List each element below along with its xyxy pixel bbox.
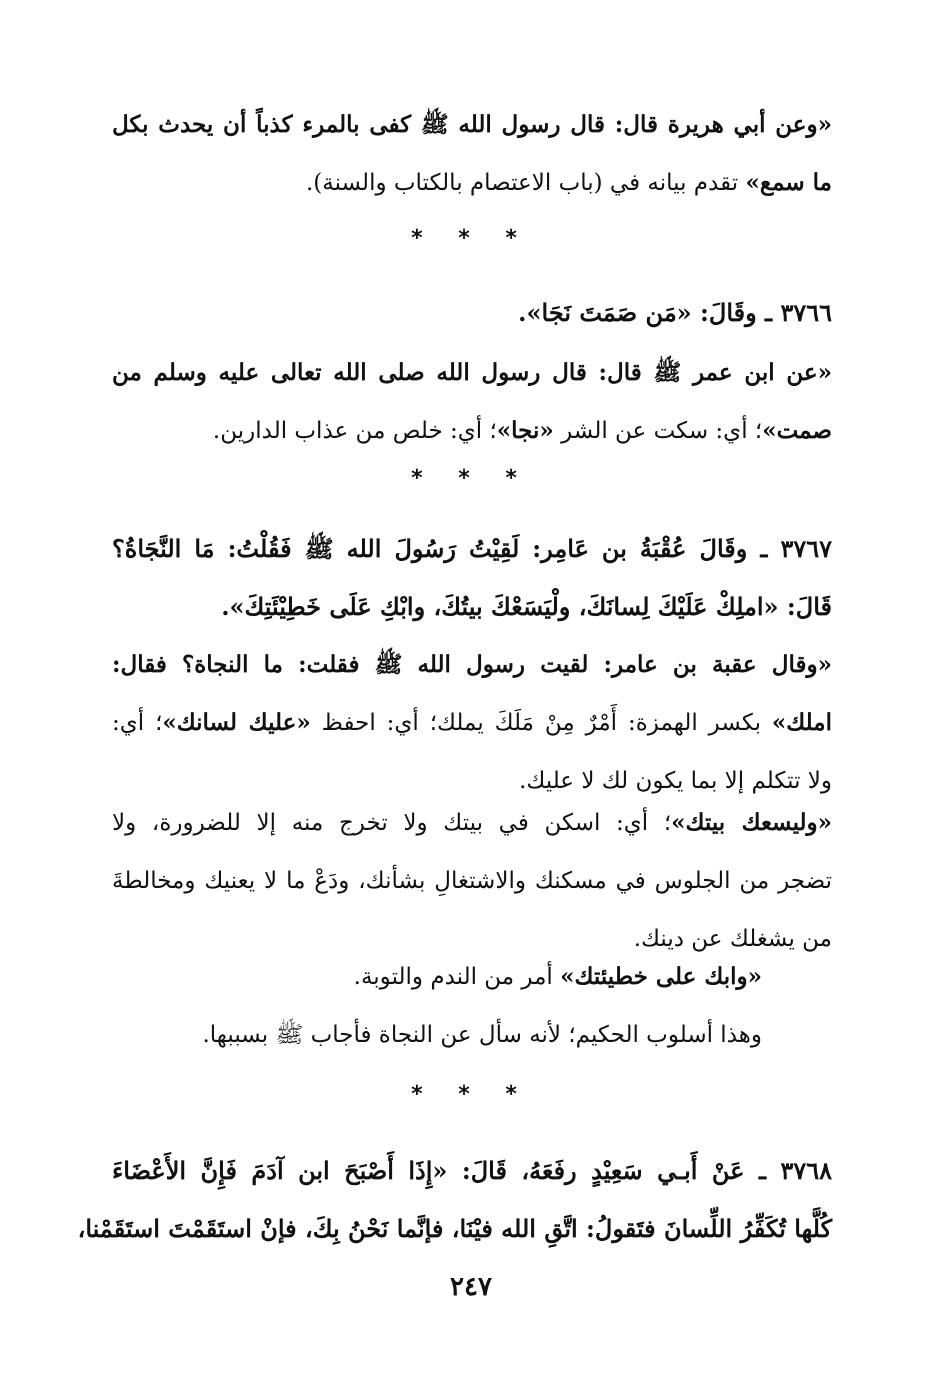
text-line <box>112 154 832 212</box>
hadith-3768 <box>77 1142 832 1258</box>
text-line <box>112 402 832 460</box>
commentary-3767-a <box>112 636 832 810</box>
text-line: وهذا أسلوب الحكيم؛ لأنه سأل عن النجاة فأجاب ﷺ بسببها. <box>202 1022 762 1048</box>
section-separator: * * * <box>411 466 531 491</box>
plain-phrase: ؛ أي: خلص من عذاب الدارين. <box>212 418 497 444</box>
commentary-3767-b <box>112 794 832 968</box>
commentary-3767-d <box>112 1006 832 1064</box>
bold-phrase: ما سمع» <box>745 169 832 196</box>
text-line: تضجر من الجلوس في مسكنك والاشتغالِ بشأنك، ودَعْ ما لا يعنيك ومخالطةَ <box>112 868 832 894</box>
text-line: «عن ابن عمر ﷺ قال: قال رسول الله صلى الله تعالى عليه وسلم من <box>112 359 832 386</box>
plain-phrase: أمر من الندم والتوبة. <box>353 964 561 990</box>
plain-phrase: ؛ أي: اسكن في بيتك ولا تخرج منه إلا للضرورة، ولا <box>112 810 672 836</box>
commentary-paragraph-1 <box>112 96 832 212</box>
text-line <box>112 694 832 752</box>
text-line: «وعن أبي هريرة قال: قال رسول الله ﷺ كفى بالمرء كذباً أن يحدث بكل <box>112 111 832 138</box>
text-line <box>112 948 832 1006</box>
page-number: ٢٤٧ <box>450 1272 492 1302</box>
text-line: من يشغلك عن دينك. <box>633 926 832 952</box>
text-line: ولا تتكلم إلا بما يكون لك لا عليك. <box>519 768 832 794</box>
plain-phrase: تقدم بيانه في (باب الاعتصام بالكتاب والسنة). <box>305 170 746 196</box>
commentary-3767-c <box>112 948 832 1006</box>
bold-phrase: «وليسعك بيتك» <box>671 809 832 836</box>
hadith-3767 <box>112 520 832 636</box>
hadith-line: ٣٧٦٨ ـ عَنْ أَبـي سَعِيْدٍ رفَعَهُ، قَالَ: «إِذَا أَصْبَحَ ابن آدَمَ فَإِنَّ الأَعْضَاءَ <box>112 1156 832 1185</box>
hadith-line: كُلَّها تُكَفِّرُ اللِّسانَ فتَقولُ: اتَّقِ الله فيْنَا، فإنَّما نَحْنُ بِكَ، فإنْ استَقَمْتَ استَقَمْنا، <box>77 1214 832 1243</box>
section-separator: * * * <box>411 226 531 251</box>
plain-phrase: بكسر الهمزة: أَمْرٌ مِنْ مَلَكَ يملك؛ أي: احفظ <box>310 710 772 736</box>
plain-phrase: ؛ أي: سكت عن الشر <box>553 418 763 444</box>
bold-phrase: «عليك لسانك» <box>162 709 311 736</box>
hadith-line: قَالَ: «املِكْ عَلَيْكَ لِسانَكَ، ولْيَسَعْكَ بيتُكَ، وابْكِ عَلَى خَطِيْئَتِكَ». <box>221 592 832 621</box>
bold-phrase: صمت» <box>762 417 832 444</box>
bold-phrase: املك» <box>771 709 832 736</box>
text-line: «وقال عقبة بن عامر: لقيت رسول الله ﷺ فقلت: ما النجاة؟ فقال: <box>112 651 832 678</box>
text-line <box>112 794 832 852</box>
hadith-text: ٣٧٦٦ ـ وقَالَ: «مَن صَمَتَ نَجَا». <box>518 298 832 327</box>
hadith-3766 <box>112 284 832 342</box>
plain-phrase: ؛ أي: <box>112 710 163 736</box>
hadith-line: ٣٧٦٧ ـ وقَالَ عُقْبَةُ بن عَامِر: لَقِيْتُ رَسُولَ الله ﷺ فَقُلْتُ: مَا النَّجَاةُ؟ <box>112 534 832 563</box>
bold-phrase: «وابك على خطيئتك» <box>560 963 762 990</box>
bold-phrase: «نجا» <box>496 417 554 444</box>
section-separator: * * * <box>411 1082 531 1107</box>
commentary-3766 <box>112 344 832 460</box>
